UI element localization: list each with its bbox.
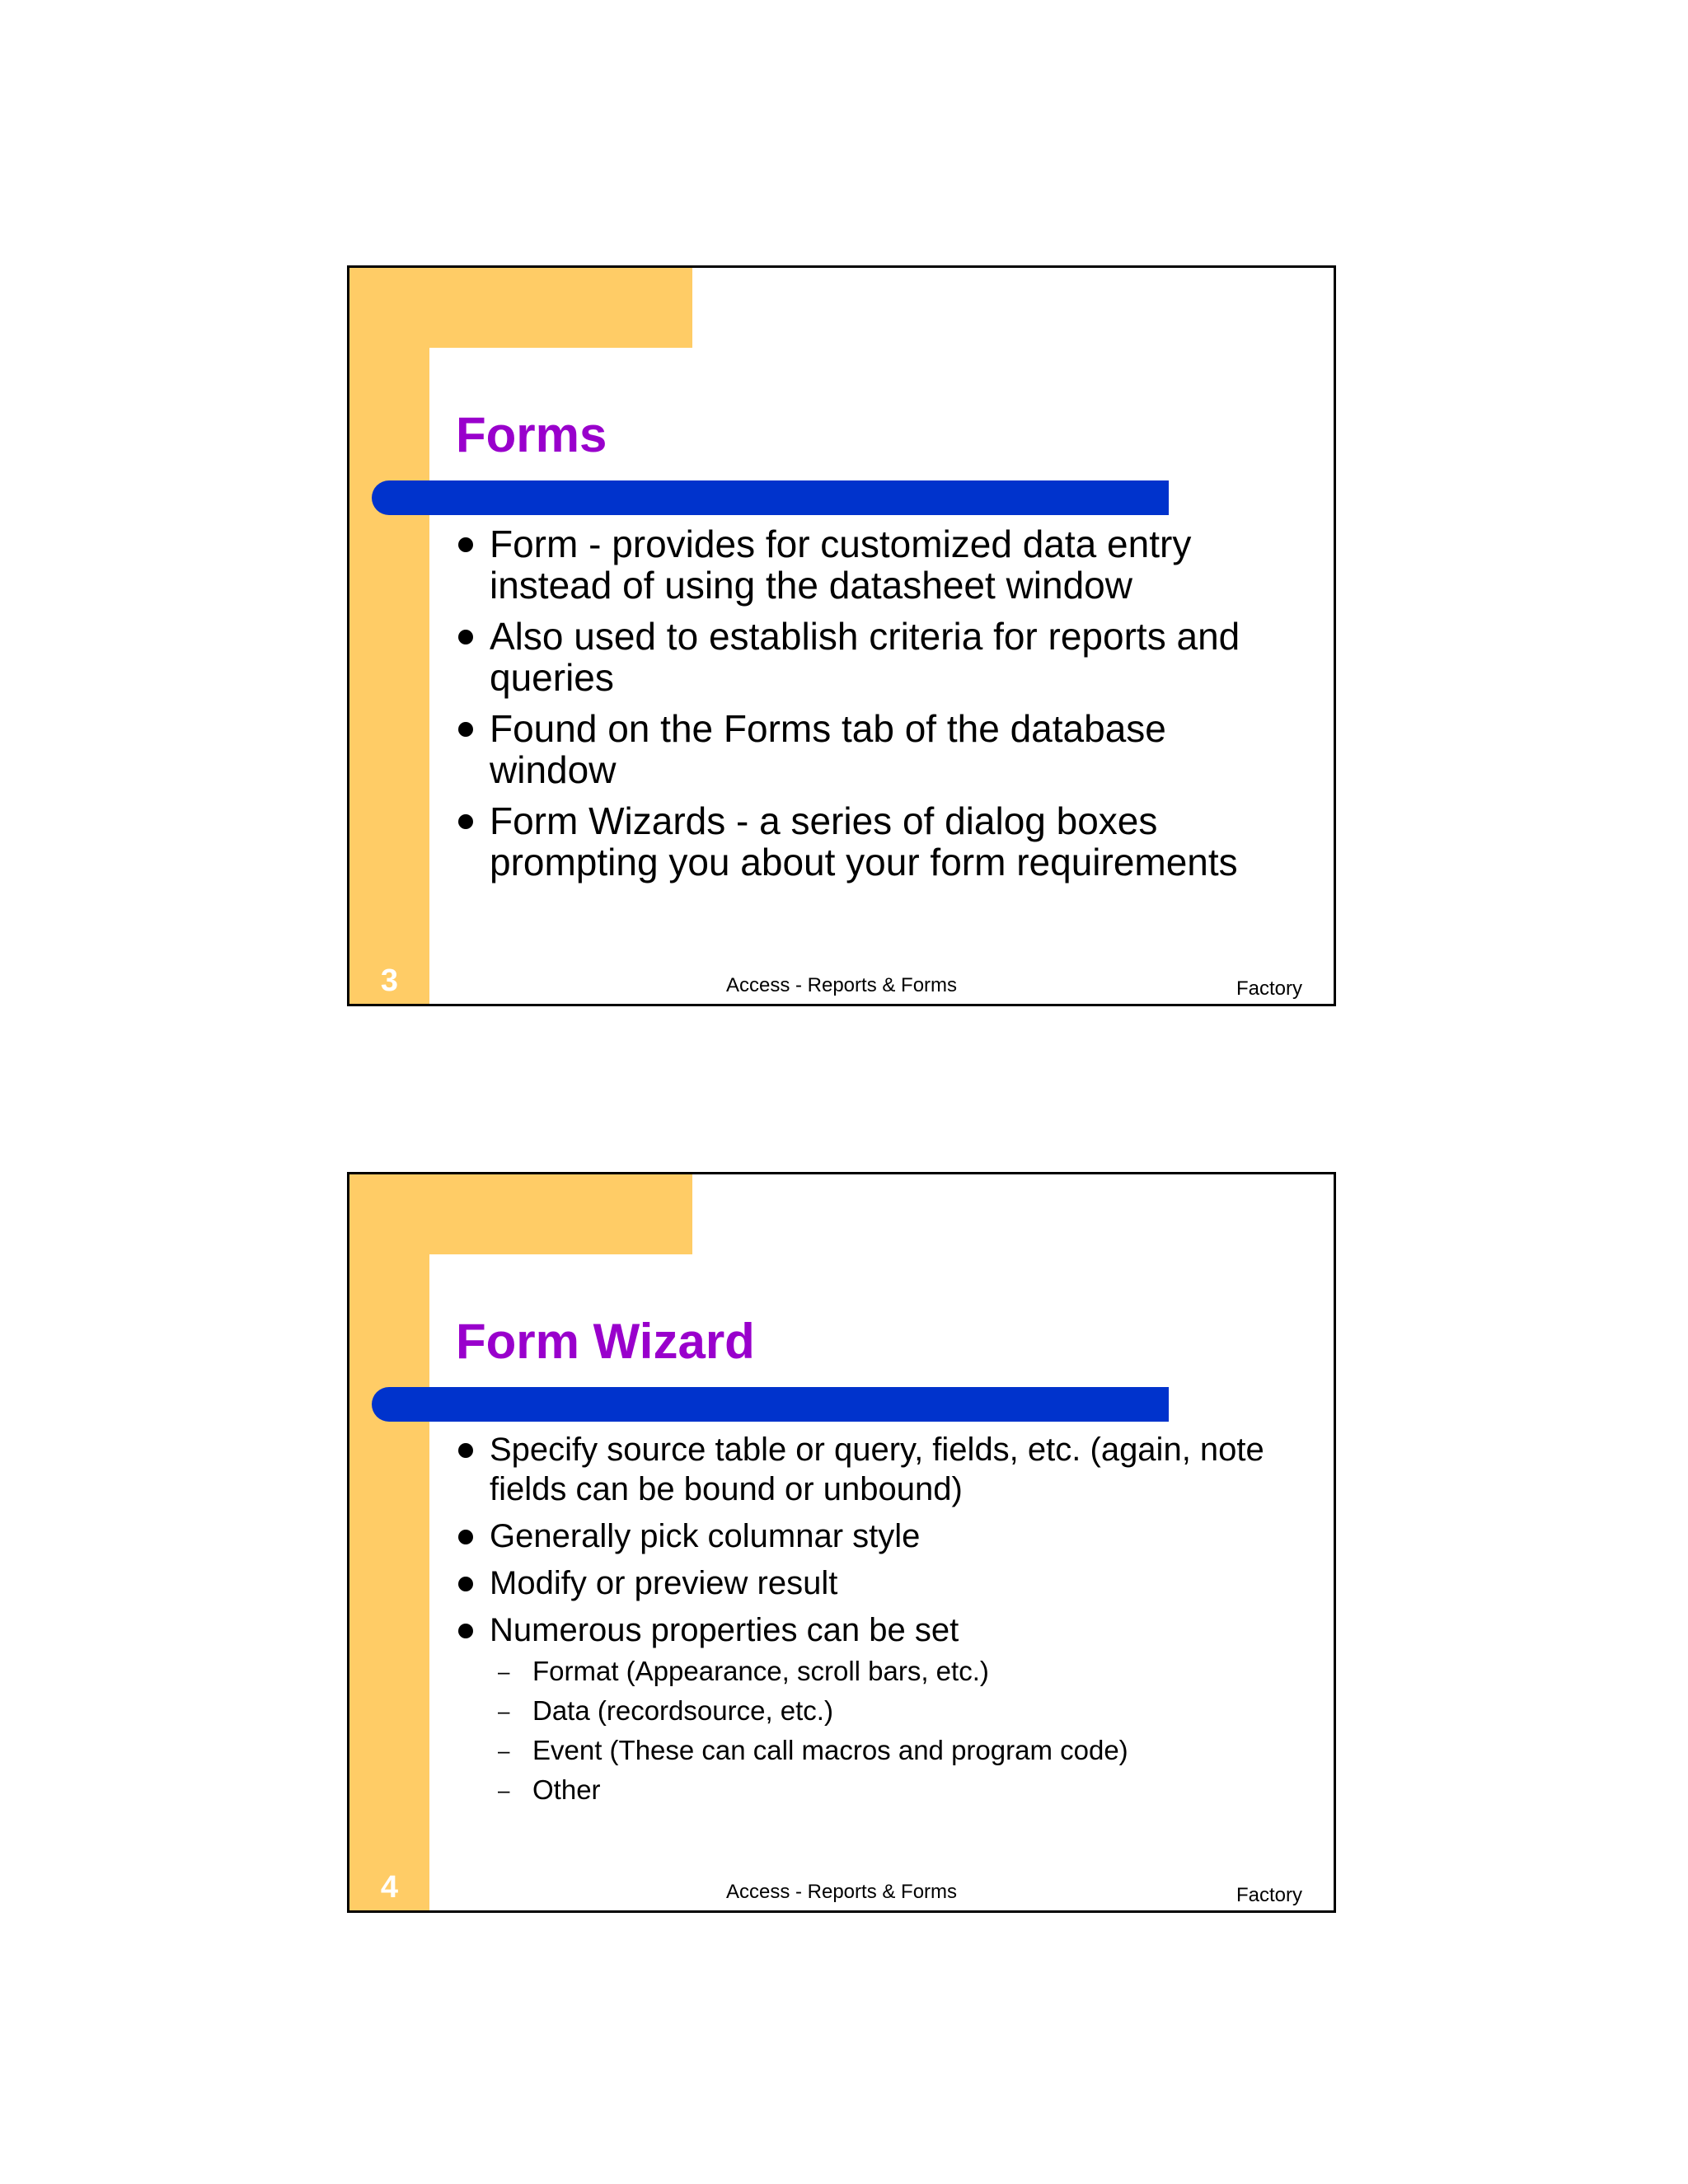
slide-number: 4 <box>380 1870 399 1905</box>
bullet-item: Specify source table or query, fields, etc. (again, note fields can be bound or unbound) <box>452 1430 1284 1509</box>
bullet-item: Generally pick columnar style <box>452 1516 1284 1556</box>
slide-title: Forms <box>456 407 607 462</box>
title-underline-bar <box>372 480 1169 515</box>
slide-accent-corner <box>429 1254 479 1304</box>
bullet-item <box>452 1610 1284 1810</box>
slide-accent-corner <box>429 348 479 397</box>
slide-accent-top <box>349 1174 692 1254</box>
slide-accent-left <box>349 268 429 1004</box>
title-underline-bar <box>372 1387 1169 1422</box>
slide-4 <box>347 1172 1336 1913</box>
bullet-item: Form Wizards - a series of dialog boxes prompting you about your form requirements <box>452 800 1284 883</box>
sub-bullet-item: – Format (Appearance, scroll bars, etc.) <box>490 1652 1284 1691</box>
bullet-item: Form - provides for customized data entry instead of using the datasheet window <box>452 523 1284 606</box>
sub-bullet-list <box>490 1652 1284 1810</box>
bullet-list <box>452 1430 1284 1817</box>
sub-bullet-item: – Data (recordsource, etc.) <box>490 1691 1284 1731</box>
slide-accent-left <box>349 1174 429 1910</box>
bullet-text: Numerous properties can be set <box>490 1612 959 1648</box>
slide-title: Form Wizard <box>456 1314 755 1369</box>
slide-accent-top <box>349 268 692 348</box>
slide-number: 3 <box>380 963 399 998</box>
footer-right-text: Factory <box>1236 977 1302 1000</box>
bullet-item: Also used to establish criteria for reports and queries <box>452 616 1284 698</box>
bullet-item: Modify or preview result <box>452 1563 1284 1603</box>
footer-title: Access - Reports & Forms <box>725 1881 958 1903</box>
footer-title: Access - Reports & Forms <box>725 974 958 996</box>
slide-3 <box>347 265 1336 1006</box>
bullet-item: Found on the Forms tab of the database window <box>452 708 1284 790</box>
sub-bullet-item: – Event (These can call macros and program code) <box>490 1731 1284 1770</box>
bullet-list <box>452 523 1284 893</box>
footer-right-text: Factory <box>1236 1884 1302 1906</box>
sub-bullet-item: – Other <box>490 1770 1284 1810</box>
